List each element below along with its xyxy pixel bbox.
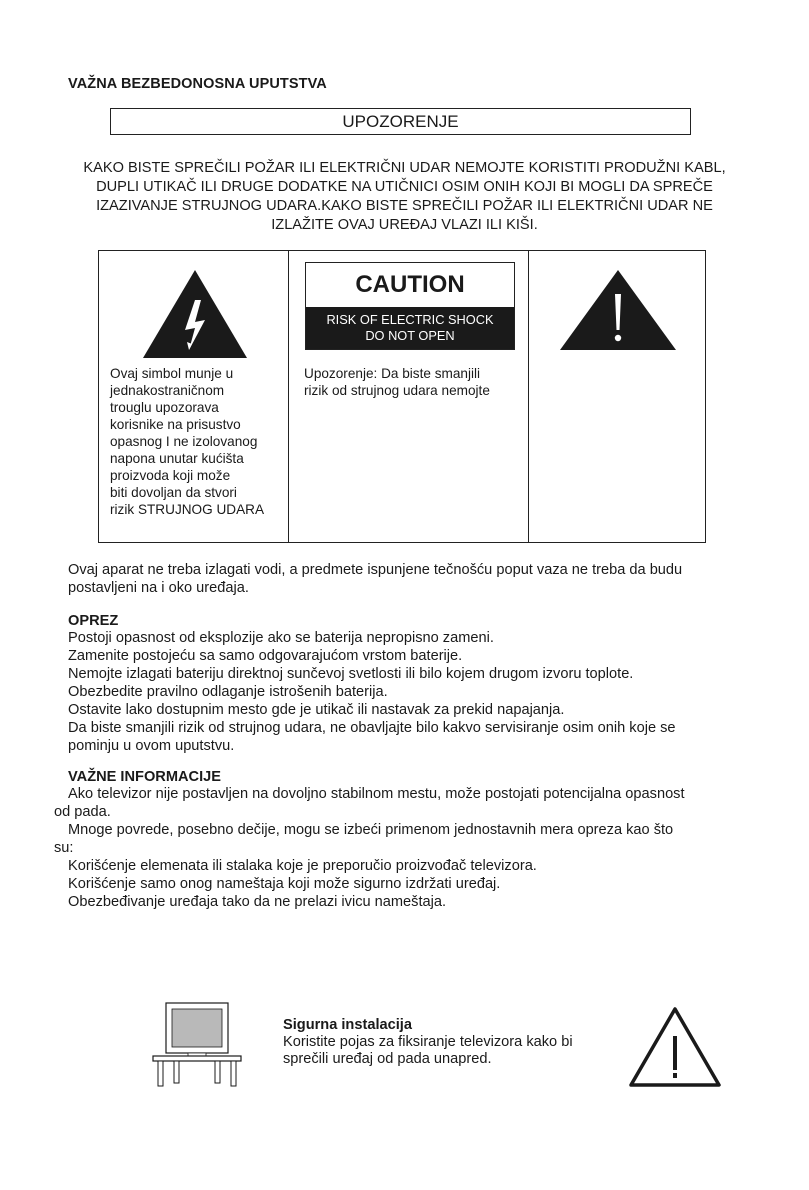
text-line: Korišćenje samo onog nameštaja koji može sigurno izdržati uređaj.: [68, 876, 501, 892]
caution-sub-line: DO NOT OPEN: [365, 328, 455, 343]
lightning-symbol-text: [110, 365, 286, 518]
caution-subtitle: [306, 307, 514, 349]
page-title: VAŽNA BEZBEDONOSNA UPUTSTVA: [68, 76, 327, 92]
text-line: Upozorenje: Da biste smanjili: [304, 366, 481, 381]
text-line: od pada.: [54, 804, 111, 820]
text-line: postavljeni na i oko uređaja.: [68, 580, 249, 596]
text-line: Obezbedite pravilno odlaganje istrošenih baterija.: [68, 684, 388, 700]
symbol-table: [98, 250, 706, 543]
text-line: rizik STRUJNOG UDARA: [110, 502, 265, 517]
install-text: [283, 1034, 613, 1068]
text-line: Ovaj simbol munje u: [110, 366, 234, 381]
text-line: biti dovoljan da stvori: [110, 485, 237, 500]
exclamation-symbol-cell: [529, 251, 705, 542]
caution-cell: [289, 251, 529, 542]
intro-warning: [40, 159, 769, 235]
text-line: trouglu upozorava: [110, 400, 219, 415]
install-title: Sigurna instalacija: [283, 1017, 412, 1033]
text-line: proizvoda koji može: [110, 468, 231, 483]
text-line: pominju u ovom uputstvu.: [68, 738, 235, 754]
text-line: Obezbeđivanje uređaja tako da ne prelazi ivicu nameštaja.: [68, 894, 447, 910]
warning-heading-box: [110, 108, 691, 135]
vazne-heading: VAŽNE INFORMACIJE: [68, 769, 221, 785]
text-line: su:: [54, 840, 74, 856]
tv-on-table-icon: [152, 1001, 242, 1087]
warning-heading: UPOZORENJE: [342, 112, 459, 131]
text-line: Postoji opasnost od eksplozije ako se baterija nepropisno zameni.: [68, 630, 494, 646]
text-line: opasnog I ne izolovanog: [110, 434, 258, 449]
caution-sub-line: RISK OF ELECTRIC SHOCK: [326, 312, 494, 327]
text-line: Koristite pojas za fiksiranje televizora kako bi: [283, 1034, 573, 1050]
intro-line: DUPLI UTIKAČ ILI DRUGE DODATKE NA UTIČNICI OSIM ONIH KOJI BI MOGLI DA SPREČE: [96, 179, 713, 195]
caution-title: CAUTION: [355, 271, 465, 298]
text-line: Mnoge povrede, posebno dečije, mogu se izbeći primenom jednostavnih mera opreza kao što: [68, 822, 674, 838]
text-line: jednakostraničnom: [110, 383, 225, 398]
intro-line: IZAZIVANJE STRUJNOG UDARA.KAKO BISTE SPREČILI POŽAR ILI ELEKTRIČNI UDAR NE: [96, 198, 713, 214]
exclamation-warning-icon: [560, 270, 676, 350]
lightning-symbol-cell: [99, 251, 289, 542]
text-line: Da biste smanjili rizik od strujnog udara, ne obavljajte bilo kakvo servisiranje osim onih koje se: [68, 720, 676, 736]
lightning-warning-icon: [143, 270, 247, 358]
caution-text: [304, 365, 524, 399]
water-warning: [68, 561, 758, 597]
oprez-list: [68, 629, 758, 755]
intro-line: KAKO BISTE SPREČILI POŽAR ILI ELEKTRIČNI UDAR NEMOJTE KORISTITI PRODUŽNI KABL,: [83, 160, 726, 176]
vazne-list: [54, 785, 764, 911]
text-line: Nemojte izlagati bateriju direktnoj sunčevoj svetlosti ili bilo kojem drugom izvoru toplote.: [68, 666, 634, 682]
caution-label: [305, 262, 515, 350]
text-line: napona unutar kućišta: [110, 451, 244, 466]
text-line: korisnike na prisustvo: [110, 417, 241, 432]
text-line: Ako televizor nije postavljen na dovoljno stabilnom mestu, može postojati potencijalna opasnost: [68, 786, 685, 802]
exclamation-outline-icon: [628, 1006, 722, 1088]
text-line: Ovaj aparat ne treba izlagati vodi, a predmete ispunjene tečnošću poput vaza ne treba da budu: [68, 562, 683, 578]
intro-line: IZLAŽITE OVAJ UREĐAJ VLAZI ILI KIŠI.: [271, 217, 538, 233]
text-line: Ostavite lako dostupnim mesto gde je utikač ili nastavak za prekid napajanja.: [68, 702, 565, 718]
text-line: rizik od strujnog udara nemojte: [304, 383, 490, 398]
text-line: sprečili uređaj od pada unapred.: [283, 1051, 492, 1067]
oprez-heading: OPREZ: [68, 613, 119, 629]
text-line: Korišćenje elemenata ili stalaka koje je preporučio proizvođač televizora.: [68, 858, 537, 874]
text-line: Zamenite postojeću sa samo odgovarajućom vrstom baterije.: [68, 648, 463, 664]
